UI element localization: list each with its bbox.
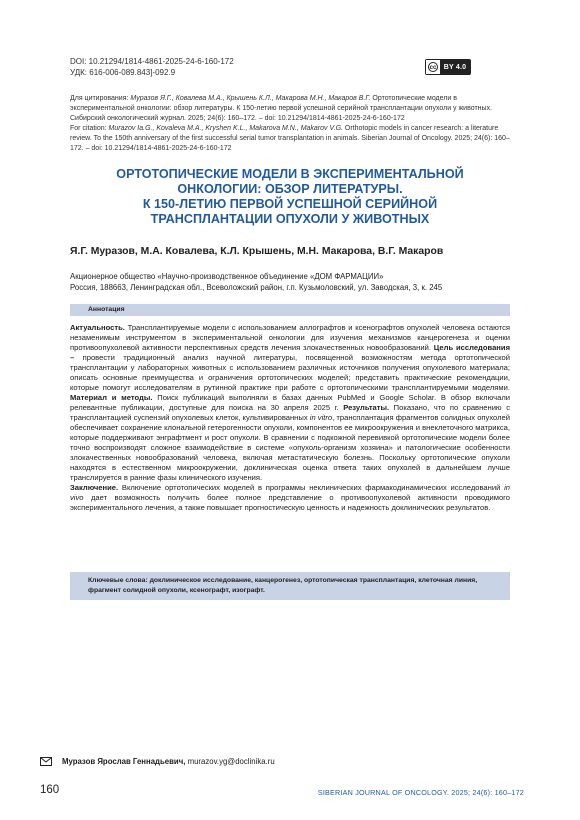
- abstract-heading-results: Результаты.: [343, 403, 390, 412]
- corresponding-author: Муразов Ярослав Геннадьевич,: [62, 757, 186, 766]
- abstract-body: [70, 323, 510, 513]
- title-line: ОРТОТОПИЧЕСКИЕ МОДЕЛИ В ЭКСПЕРИМЕНТАЛЬНОЙ: [116, 167, 464, 181]
- citation-en-authors: Murazov Ia.G., Kovaleva M.A., Kryshen K.L., Makarova M.N., Makarov V.G.: [108, 125, 343, 132]
- citation-en-text: Orthotopic models in cancer research: a literature review. To the 150th anniversary of the first successful serial tumor transplantation in animals. Siberian Journal of Oncology. 2025; 24(6): 160–172. – doi: 10.21294/1814-4861-2025-24-6-160-172: [70, 125, 510, 152]
- authors-line: Я.Г. Муразов, М.А. Ковалева, К.Л. Крышень, М.Н. Макарова, В.Г. Макаров: [70, 246, 444, 257]
- correspondence: [40, 757, 275, 766]
- abstract-text: провести традиционный анализ научной литературы, посвященной возможностям метода ортотопической трансплантации у лабораторных животных с использованием различных источников получения опухолевого материала; описать основные преимущества и ограничения ортотопических моделей; представить практические рекомендации, которые помогут исследователям в рутинной практике при работе с ортотопическими трансплантируемыми моделями.: [70, 353, 510, 392]
- abstract-term: in vitro: [309, 413, 333, 422]
- doi-line: DOI: 10.21294/1814-4861-2025-24-6-160-172: [70, 57, 234, 66]
- title-line: ТРАНСПЛАНТАЦИИ ОПУХОЛИ У ЖИВОТНЫХ: [150, 212, 430, 226]
- abstract-text: , трансплантация фрагментов солидных опухолей обеспечивает сохранение клональной гетерогенности опухоли, компонентов ее микроокружения и внеклеточного матрикса, которые поддерживают энграфтмент и рост опухоли. В сравнении с подкожной перевивкой ортотопические модели более точно воспроизводят сложное взаимодействие в системе «опухоль-организм хозяина» и патологические особенности злокачественных новообразований человека, включая метастатическую болезнь. Поскольку ортотопические опухоли находятся в естественном микроокружении, доклиническая оценка ответа таких опухолей в дальнейшем лучше транслируется в ранние фазы клинического изучения.: [70, 413, 510, 482]
- citation-en: [70, 124, 510, 154]
- abstract-heading-methods: Материал и методы.: [70, 393, 153, 402]
- citation-ru: [70, 94, 510, 124]
- abstract-text: Трансплантируемые модели с использованием аллографтов и ксенографтов опухолей человека остаются незаменимым инструментом в экспериментальной онкологии для изучения механизмов канцерогенеза и оценки противоопухолевой активности перспективных средств лечения злокачественных новообразований.: [70, 323, 510, 352]
- corresponding-email[interactable]: murazov.yg@doclinika.ru: [185, 757, 275, 766]
- license-badge[interactable]: [425, 59, 471, 75]
- abstract-header: [70, 304, 510, 316]
- citation-en-lead: For citation:: [70, 125, 109, 132]
- page-number: 160: [40, 784, 60, 796]
- abstract-text: Включение ортотопических моделей в программы неклинических фармакодинамических исследований: [118, 483, 505, 492]
- citation-block: [70, 94, 510, 154]
- citation-ru-lead: Для цитирования:: [70, 95, 131, 102]
- title-line: К 150-ЛЕТИЮ ПЕРВОЙ УСПЕШНОЙ СЕРИЙНОЙ: [142, 197, 438, 211]
- citation-ru-text: Ортотопические модели в экспериментальной онкологии: обзор литературы. К 150-летию первой успешной серийной трансплантации опухоли у животных. Сибирский онкологический журнал. 2025; 24(6): 160–172. – doi: 10.21294/1814-4861-2025-24-6-160-172: [70, 95, 493, 122]
- abstract-text: Поиск публикаций выполняли в базах данных PubMed и Google Scholar. В обзор включали релевантные публикации, доступные для поиска на 30 апреля 2025 г.: [70, 393, 510, 412]
- abstract-paragraph: [70, 483, 510, 513]
- article-title: [70, 167, 510, 227]
- cc-icon: cc: [426, 60, 440, 74]
- abstract-header-label: Аннотация: [88, 306, 125, 313]
- license-label: BY 4.0: [440, 60, 470, 74]
- citation-ru-authors: Муразов Я.Г., Ковалева М.А., Крышень К.Л., Макарова М.Н., Макаров В.Г.: [130, 95, 371, 102]
- abstract-heading-conclusion: Заключение.: [70, 483, 119, 492]
- affiliation-org: Акционерное общество «Научно-производственное объединение «ДОМ ФАРМАЦИИ»: [70, 272, 384, 281]
- abstract-paragraph: [70, 323, 510, 483]
- doi-block: [70, 56, 234, 78]
- affiliation-address: Россия, 188663, Ленинградская обл., Всеволожский район, г.п. Кузьмоловский, ул. Заводская, 3, к. 245: [70, 283, 443, 292]
- title-line: ОНКОЛОГИИ: ОБЗОР ЛИТЕРАТУРЫ.: [177, 182, 403, 196]
- journal-footer: SIBERIAN JOURNAL OF ONCOLOGY. 2025; 24(6): 160–172: [317, 788, 524, 797]
- keywords-box: [70, 572, 510, 600]
- affiliation: [70, 271, 442, 293]
- udc-line: УДК: 616-006-089.843]-092.9: [70, 68, 176, 77]
- abstract-term: in vivo: [70, 483, 510, 502]
- abstract-text: Показано, что по сравнению с трансплантацией суспензий опухолевых клеток, культивированных: [70, 403, 510, 422]
- correspondence-text: [62, 757, 275, 766]
- abstract-heading-relevance: Актуальность.: [70, 323, 125, 332]
- keywords-text: Ключевые слова: доклиническое исследование, канцерогенез, ортотопическая трансплантация, клеточная линия, фрагмент солидной опухоли, ксенографт, изографт.: [88, 577, 478, 594]
- abstract-text: дает возможность получить более полное представление о противоопухолевой активности проводимого экспериментального лечения, а также повышает прогностическую ценность и надежность доклинических результатов.: [70, 493, 510, 512]
- abstract-heading-aim: Цель исследования –: [70, 343, 510, 362]
- envelope-icon: [40, 757, 52, 766]
